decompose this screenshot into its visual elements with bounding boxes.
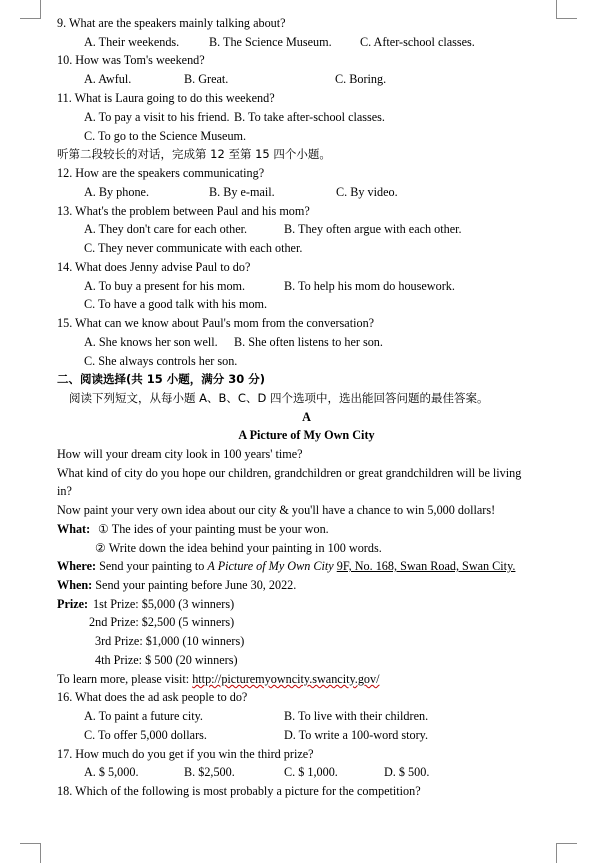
option: C. $ 1,000. — [284, 765, 338, 779]
option: A. To paint a future city. — [84, 709, 203, 723]
what-item: ② Write down the idea behind your painting in 100 words. — [95, 541, 382, 555]
option: B. By e-mail. — [209, 185, 275, 199]
question-stem: 16. What does the ad ask people to do? — [57, 690, 248, 704]
question-stem: 18. Which of the following is most probably a picture for the competition? — [57, 784, 421, 798]
option: C. They never communicate with each other. — [84, 241, 303, 255]
page-corner-mark-bottom-right — [556, 843, 577, 863]
question-stem: 17. How much do you get if you win the third prize? — [57, 747, 314, 761]
option: B. She often listens to her son. — [234, 335, 383, 349]
option: A. They don't care for each other. — [84, 222, 248, 236]
where-italic-title: A Picture of My Own City — [207, 559, 334, 573]
option: A. By phone. — [84, 185, 149, 199]
prize-item: 2nd Prize: $2,500 (5 winners) — [89, 615, 235, 629]
option: B. They often argue with each other. — [284, 222, 462, 236]
reading-instruction: 阅读下列短文，从每小题 A、B、C、D 四个选项中，选出能回答问题的最佳答案。 — [69, 391, 489, 405]
option: C. To offer 5,000 dollars. — [84, 728, 207, 742]
option: A. To buy a present for his mom. — [84, 279, 246, 293]
option: B. To live with their children. — [284, 709, 429, 723]
option: B. To take after-school classes. — [234, 110, 385, 124]
what-label: What: — [57, 522, 91, 536]
where-line — [57, 559, 515, 574]
option: A. Their weekends. — [84, 35, 180, 49]
prize-item: 1st Prize: $5,000 (3 winners) — [93, 597, 235, 611]
prize-label: Prize: — [57, 597, 89, 611]
when-text: Send your painting before June 30, 2022. — [95, 578, 297, 592]
passage-title: A Picture of My Own City — [238, 428, 375, 442]
question-stem: 14. What does Jenny advise Paul to do? — [57, 260, 251, 274]
passage-line: How will your dream city look in 100 years' time? — [57, 447, 303, 461]
when-label: When: — [57, 578, 93, 592]
question-stem: 11. What is Laura going to do this weekend? — [57, 91, 275, 105]
prize-item: 4th Prize: $ 500 (20 winners) — [95, 653, 238, 667]
learn-more-text: To learn more, please visit: — [57, 672, 190, 686]
passage-line: Now paint your very own idea about our city & you'll have a chance to win 5,000 dollars! — [57, 503, 496, 517]
option: A. Awful. — [84, 72, 132, 86]
question-stem: 12. How are the speakers communicating? — [57, 166, 265, 180]
option: D. $ 500. — [384, 765, 430, 779]
page-corner-mark-top-left — [20, 0, 41, 19]
option: A. $ 5,000. — [84, 765, 139, 779]
contest-url-link[interactable]: http://picturemyowncity.swancity.gov/ — [192, 672, 380, 686]
page-corner-mark-bottom-left — [20, 843, 41, 863]
section-note: 听第二段较长的对话，完成第 12 至第 15 四个小题。 — [57, 147, 331, 161]
option: D. To write a 100-word story. — [284, 728, 429, 742]
where-label: Where: — [57, 559, 97, 573]
where-address: 9F, No. 168, Swan Road, Swan City. — [336, 559, 516, 573]
passage-line: What kind of city do you hope our children, grandchildren or great grandchildren will be living — [57, 466, 522, 480]
page-corner-mark-top-right — [556, 0, 577, 19]
question-stem: 13. What's the problem between Paul and his mom? — [57, 204, 310, 218]
option: A. To pay a visit to his friend. — [84, 110, 230, 124]
when-line — [57, 578, 296, 593]
where-text: Send your painting to — [99, 559, 205, 573]
passage-letter: A — [302, 410, 311, 424]
what-item: ① The ides of your painting must be your won. — [98, 522, 329, 536]
option: B. $2,500. — [184, 765, 235, 779]
question-stem: 15. What can we know about Paul's mom from the conversation? — [57, 316, 375, 330]
option: C. She always controls her son. — [84, 354, 238, 368]
option: C. After-school classes. — [360, 35, 475, 49]
option: C. To have a good talk with his mom. — [84, 297, 268, 311]
option: C. By video. — [336, 185, 398, 199]
passage-line: in? — [57, 484, 72, 498]
option: C. Boring. — [335, 72, 387, 86]
option: A. She knows her son well. — [84, 335, 218, 349]
prize-item: 3rd Prize: $1,000 (10 winners) — [95, 634, 245, 648]
option: B. To help his mom do housework. — [284, 279, 455, 293]
learn-more-line — [57, 672, 380, 687]
question-stem: 10. How was Tom's weekend? — [57, 53, 205, 67]
question-stem: 9. What are the speakers mainly talking about? — [57, 16, 286, 30]
option: B. The Science Museum. — [209, 35, 332, 49]
reading-section-header: 二、阅读选择(共 15 小题，满分 30 分) — [57, 372, 266, 386]
option: B. Great. — [184, 72, 229, 86]
option: C. To go to the Science Museum. — [84, 129, 247, 143]
